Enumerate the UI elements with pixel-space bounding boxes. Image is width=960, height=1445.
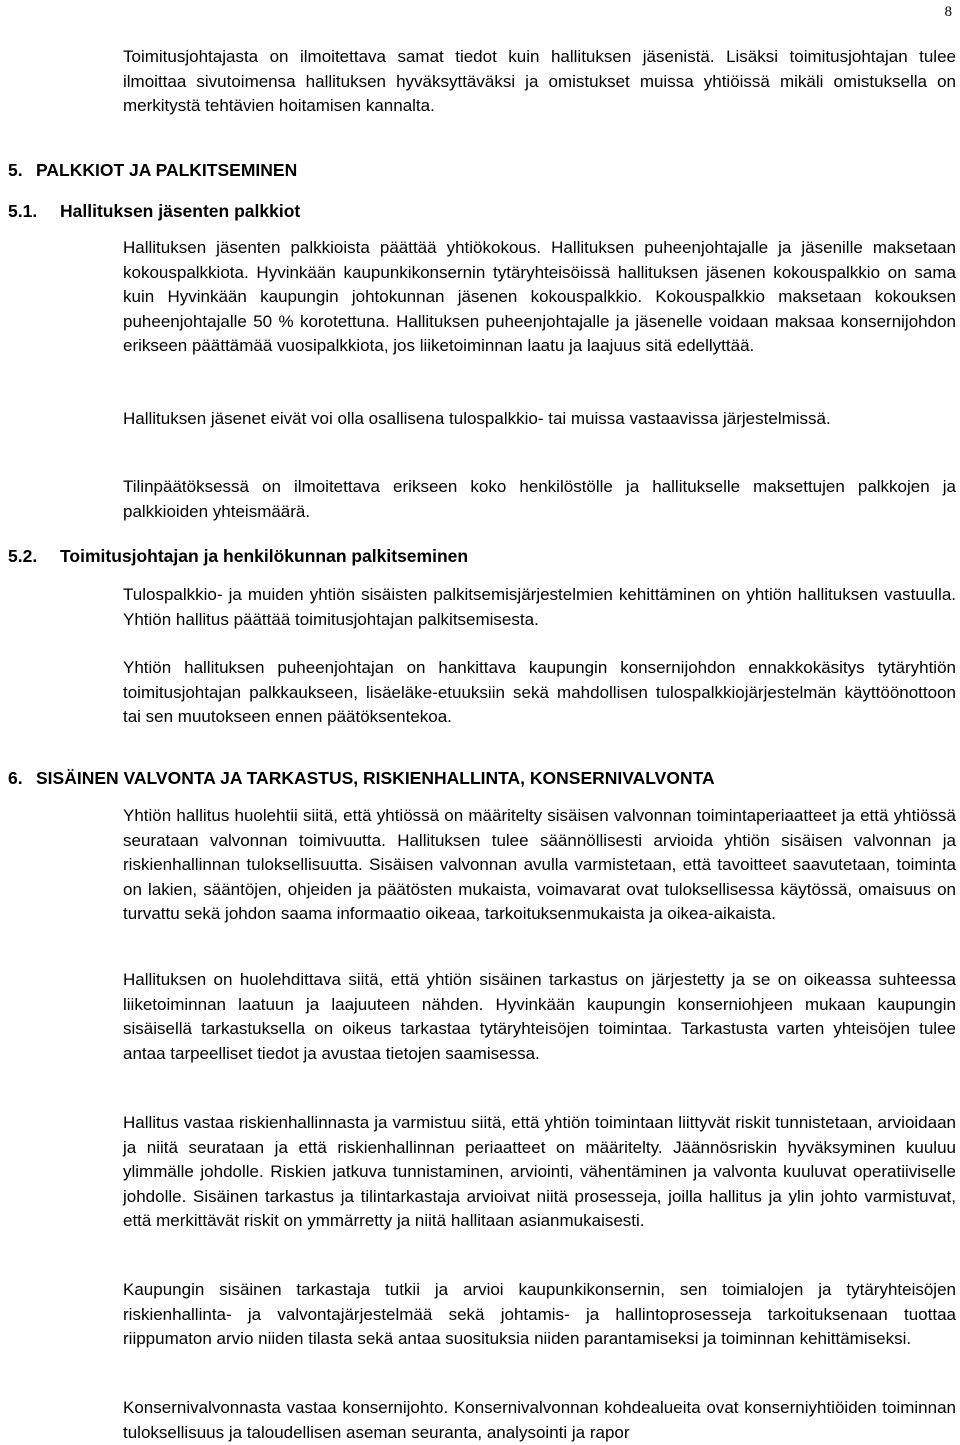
section-6-paragraph-3: Hallitus vastaa riskienhallinnasta ja varmistuu siitä, että yhtiön toimintaan liittyvät riskit tunnistetaan, arvioidaan ja niitä seurataan ja että riskienhallinnan periaatteet on määritelty. Jäännösriskin hyväksyminen kuuluu ylimmälle johdolle. Riskien jatkuva tunnistaminen, arviointi, vähentäminen ja valvonta kuuluvat operatiiviselle johdolle. Sisäinen tarkastus ja tilintarkastaja arvioivat niitä prosesseja, joilla hallitus ja ylin johto varmistuvat, että merkittävät riskit on ymmärretty ja niitä hallitaan asianmukaisesti. <box>123 1113 956 1231</box>
section-5-1-heading <box>8 199 300 223</box>
section-5-1-paragraph-2: Hallituksen jäsenet eivät voi olla osallisena tulospalkkio- tai muissa vastaavissa järjestelmissä. <box>123 409 831 428</box>
section-6-paragraph-2: Hallituksen on huolehdittava siitä, että yhtiön sisäinen tarkastus on järjestetty ja se on oikeassa suhteessa liiketoiminnan laatuun ja laajuuteen nähden. Hyvinkään kaupungin konserniohjeen mukaan kaupungin sisäisellä tarkastuksella on oikeus tarkastaa tytäryhteisöjen toimintaa. Tarkastusta varten yhteisöjen tulee antaa tarpeelliset tiedot ja avustaa tietojen saamisessa. <box>123 970 956 1063</box>
section-5-1-number: 5.1. <box>8 201 38 221</box>
section-5-2-paragraph-1: Tulospalkkio- ja muiden yhtiön sisäisten palkitsemisjärjestelmien kehittäminen on yhtiön hallituksen vastuulla. Yhtiön hallitus päättää toimitusjohtajan palkitsemisesta. <box>123 585 956 629</box>
section-5-heading <box>8 158 297 182</box>
section-6-heading <box>8 766 715 790</box>
section-6-title: SISÄINEN VALVONTA JA TARKASTUS, RISKIENHALLINTA, KONSERNIVALVONTA <box>36 768 715 788</box>
section-5-2-title: Toimitusjohtajan ja henkilökunnan palkitseminen <box>60 546 469 566</box>
section-5-title: PALKKIOT JA PALKITSEMINEN <box>36 160 298 180</box>
section-6-paragraph-5: Konsernivalvonnasta vastaa konsernijohto. Konsernivalvonnan kohdealueita ovat konserniyhtiöiden toiminnan tuloksellisuus ja taloudellisen aseman seuranta, analysointi ja rapor <box>123 1398 956 1442</box>
section-5-1-paragraph-1: Hallituksen jäsenten palkkioista päättää yhtiökokous. Hallituksen puheenjohtajalle ja jäsenille maksetaan kokouspalkkiota. Hyvinkään kaupunkikonsernin tytäryhteisöissä hallituksen jäsenen kokouspalkkio on sama kuin Hyvinkään kaupungin johtokunnan jäsenen kokouspalkkio. Kokouspalkkio maksetaan kokouksen puheenjohtajalle 50 % korotettuna. Hallituksen puheenjohtajalle ja jäsenelle voidaan maksaa konsernijohdon erikseen päättämää vuosipalkkiota, jos liiketoiminnan laatu ja laajuus sitä edellyttää. <box>123 238 956 356</box>
section-6-number: 6. <box>8 768 23 788</box>
section-6-paragraph-1: Yhtiön hallitus huolehtii siitä, että yhtiössä on määritelty sisäisen valvonnan toimintaperiaatteet ja että yhtiössä seurataan valvonnan toimivuutta. Hallituksen tulee säännöllisesti arvioida yhtiön sisäisen valvonnan ja riskienhallinnan tuloksellisuutta. Sisäisen valvonnan avulla varmistetaan, että tavoitteet saavutetaan, toiminta on lakien, sääntöjen, ohjeiden ja päätösten mukaista, voimavarat ovat tuloksellisessa käytössä, omaisuus on turvattu sekä johdon saama informaatio oikeaa, tarkoituksenmukaista ja oikea-aikaista. <box>123 806 956 924</box>
section-5-2-heading <box>8 544 468 568</box>
intro-paragraph: Toimitusjohtajasta on ilmoitettava samat tiedot kuin hallituksen jäsenistä. Lisäksi toimitusjohtajan tulee ilmoittaa sivutoimensa hallituksen hyväksyttäväksi ja omistukset muissa yhtiöissä mikäli omistuksella on merkitystä tehtävien hoitamisen kannalta. <box>123 47 956 116</box>
section-5-1-title: Hallituksen jäsenten palkkiot <box>60 201 301 221</box>
page-number: 8 <box>944 4 952 20</box>
section-5-1-paragraph-3: Tilinpäätöksessä on ilmoitettava erikseen koko henkilöstölle ja hallitukselle maksettujen palkkojen ja palkkioiden yhteismäärä. <box>123 477 956 521</box>
section-6-paragraph-4: Kaupungin sisäinen tarkastaja tutkii ja arvioi kaupunkikonsernin, sen toimialojen ja tytäryhteisöjen riskienhallinta- ja valvontajärjestelmää sekä johtamis- ja hallintoprosesseja tarkoituksenaan tuottaa riippumaton arvio niiden tilasta sekä antaa suosituksia niiden parantamiseksi ja toiminnan kehittämiseksi. <box>123 1280 956 1349</box>
section-5-2-paragraph-2: Yhtiön hallituksen puheenjohtajan on hankittava kaupungin konsernijohdon ennakkokäsitys tytäryhtiön toimitusjohtajan palkkaukseen, lisäeläke-etuuksiin sekä mahdollisen tulospalkkiojärjestelmän käyttöönottoon tai sen muutokseen ennen päätöksentekoa. <box>123 658 956 727</box>
section-5-number: 5. <box>8 160 23 180</box>
section-5-2-number: 5.2. <box>8 546 38 566</box>
